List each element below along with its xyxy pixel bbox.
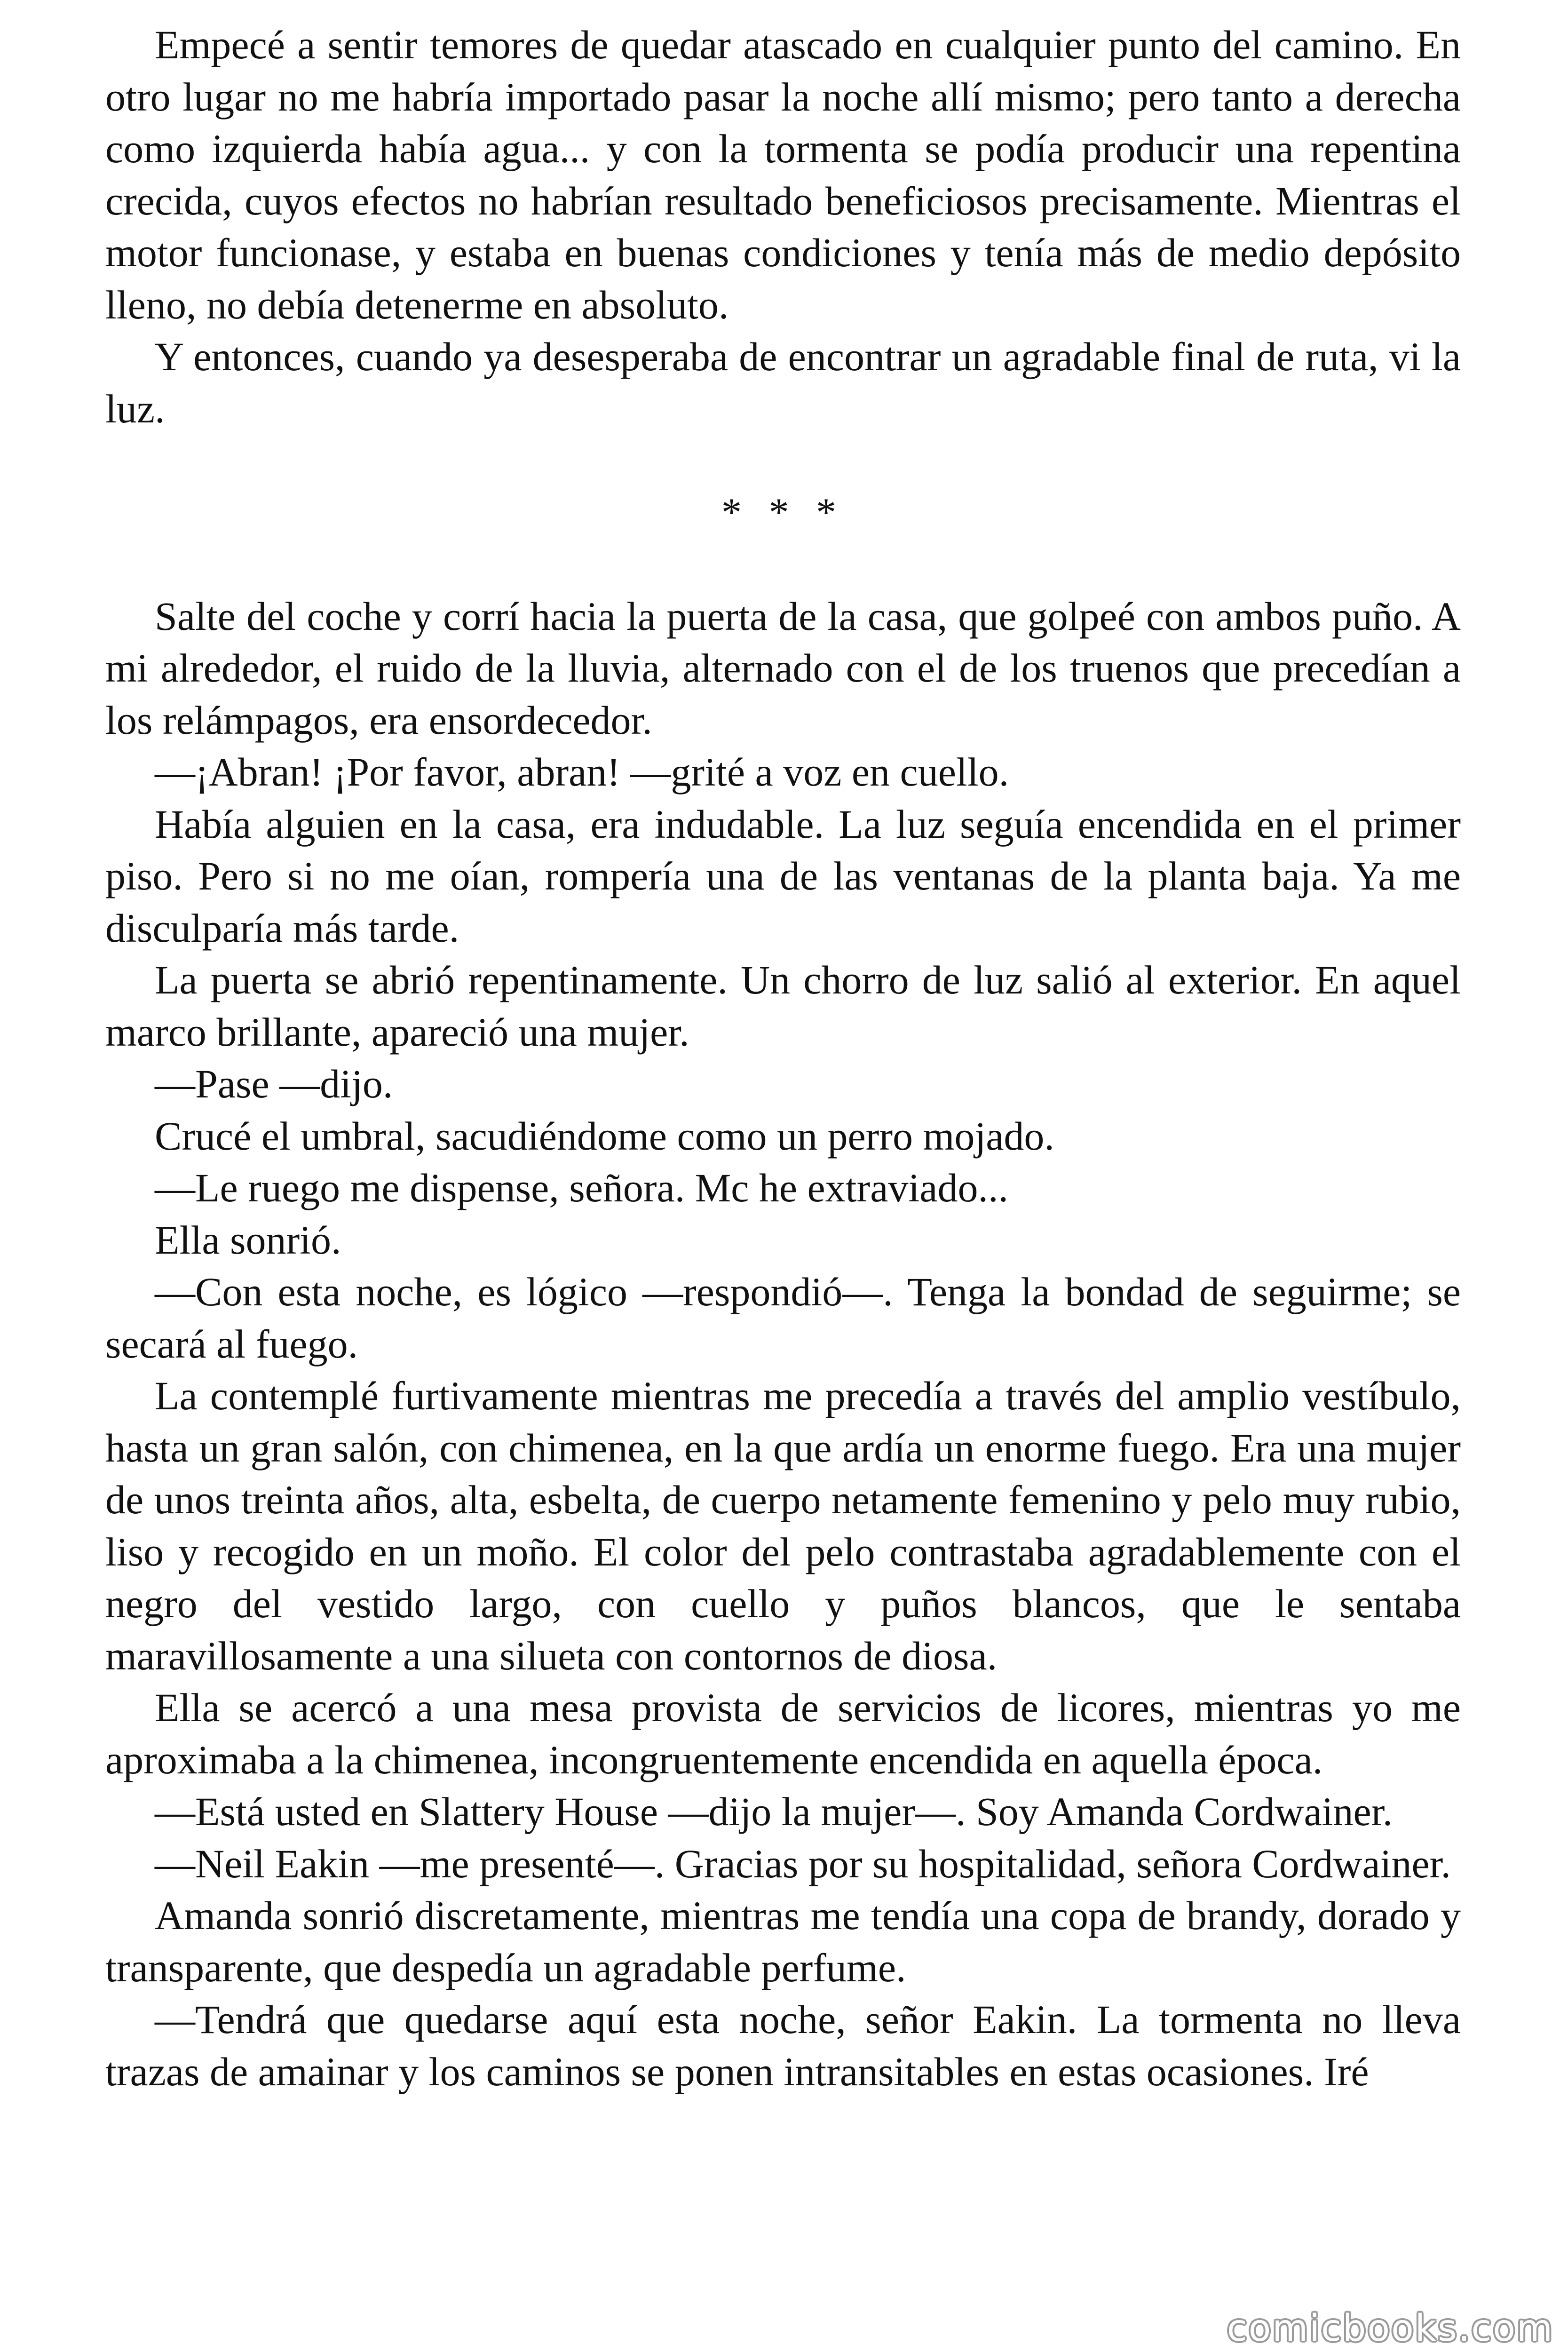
paragraph-5: Había alguien en la casa, era indudable. La luz seguía encendida en el primer piso. Pero si no me oían, rompería una de las ventanas de la planta baja. Ya me disculparía más tarde. xyxy=(105,801,1461,951)
book-page xyxy=(105,19,1461,2098)
paragraph-2: Y entonces, cuando ya desesperaba de encontrar un agradable final de ruta, vi la luz. xyxy=(105,334,1461,431)
paragraph-16: Amanda sonrió discretamente, mientras me tendía una copa de brandy, dorado y transparente, que despedía un agradable perfume. xyxy=(105,1893,1461,1990)
paragraph-3: Salte del coche y corrí hacia la puerta de la casa, que golpeé con ambos puño. A mi alrededor, el ruido de la lluvia, alternado con el de los truenos que precedían a los relámpagos, era ensordecedor. xyxy=(105,593,1461,743)
paragraph-7: —Pase —dijo. xyxy=(155,1061,393,1106)
paragraph-11: —Con esta noche, es lógico —respondió—. Tenga la bondad de seguirme; se secará al fuego. xyxy=(105,1269,1461,1367)
paragraph-9: —Le ruego me dispense, señora. Mc he extraviado... xyxy=(155,1165,1008,1210)
paragraph-8: Crucé el umbral, sacudiéndome como un perro mojado. xyxy=(155,1113,1054,1159)
paragraph-10: Ella sonrió. xyxy=(155,1217,341,1263)
paragraph-13: Ella se acercó a una mesa provista de servicios de licores, mientras yo me aproximaba a la chimenea, incongruentemente encendida en aquella época. xyxy=(105,1685,1461,1782)
paragraph-4: —¡Abran! ¡Por favor, abran! —grité a voz en cuello. xyxy=(155,749,1009,795)
paragraph-15: —Neil Eakin —me presenté—. Gracias por su hospitalidad, señora Cordwainer. xyxy=(155,1841,1451,1886)
paragraph-12: La contemplé furtivamente mientras me precedía a través del amplio vestíbulo, hasta un gran salón, con chimenea, en la que ardía un enorme fuego. Era una mujer de unos treinta años, alta, esbelta, de cuerpo netamente femenino y pelo muy rubio, liso y recogido en un moño. El color del pelo contrastaba agradablemente con el negro del vestido largo, con cuello y puños blancos, que le sentaba maravillosamente a una silueta con contornos de diosa. xyxy=(105,1373,1461,1678)
paragraph-17: —Tendrá que quedarse aquí esta noche, señor Eakin. La tormenta no lleva trazas de amainar y los caminos se ponen intransitables en estas ocasiones. Iré xyxy=(105,1997,1461,2094)
watermark: comicbooks.com xyxy=(1227,2307,1554,2350)
paragraph-1: Empecé a sentir temores de quedar atascado en cualquier punto del camino. En otro lugar no me habría importado pasar la noche allí mismo; pero tanto a derecha como izquierda había agua... y con la tormenta se podía producir una repentina crecida, cuyos efectos no habrían resultado beneficiosos precisamente. Mientras el motor funcionase, y estaba en buenas condiciones y tenía más de medio depósito lleno, no debía detenerme en absoluto. xyxy=(105,22,1461,327)
section-break: * * * xyxy=(721,490,845,535)
paragraph-6: La puerta se abrió repentinamente. Un chorro de luz salió al exterior. En aquel marco brillante, apareció una mujer. xyxy=(105,957,1461,1055)
paragraph-14: —Está usted en Slattery House —dijo la mujer—. Soy Amanda Cordwainer. xyxy=(155,1789,1393,1834)
